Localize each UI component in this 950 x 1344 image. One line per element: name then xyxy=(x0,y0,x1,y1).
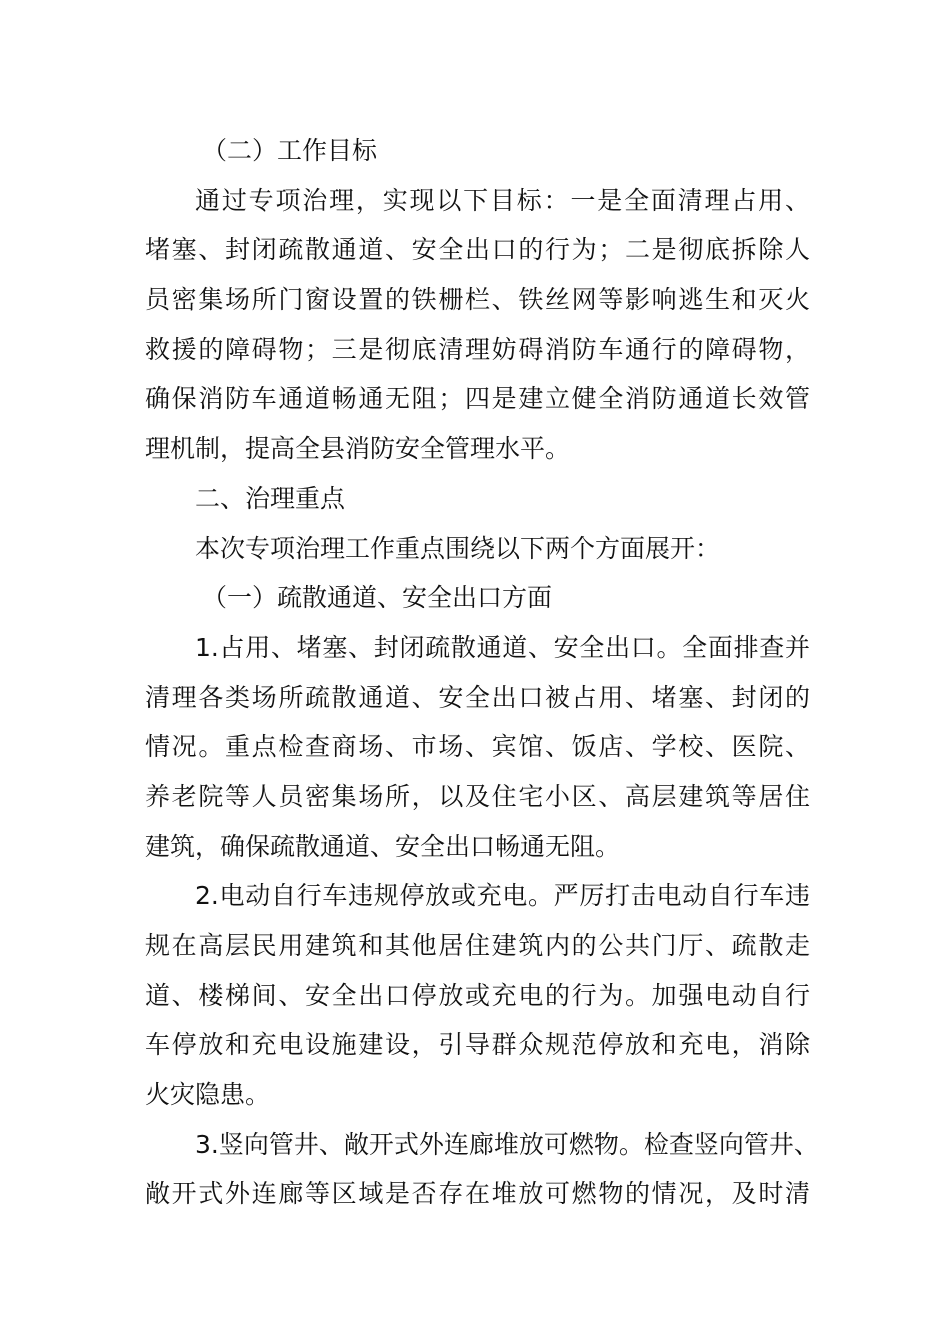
paragraph-line: 火灾隐患。 xyxy=(145,1080,271,1110)
paragraph-line: 堵塞、封闭疏散通道、安全出口的行为；二是彻底拆除人 xyxy=(145,235,810,265)
paragraph-line: 员密集场所门窗设置的铁栅栏、铁丝网等影响逃生和灭火 xyxy=(145,285,810,315)
paragraph-line: 3.竖向管井、敞开式外连廊堆放可燃物。检查竖向管井、 xyxy=(195,1129,819,1159)
paragraph-line: 车停放和充电设施建设，引导群众规范停放和充电，消除 xyxy=(145,1030,810,1060)
paragraph-line: 敞开式外连廊等区域是否存在堆放可燃物的情况，及时清 xyxy=(145,1179,810,1209)
paragraph-line: 理机制，提高全县消防安全管理水平。 xyxy=(145,434,571,464)
paragraph-line: 建筑，确保疏散通道、安全出口畅通无阻。 xyxy=(145,831,621,861)
paragraph-line: 通过专项治理，实现以下目标：一是全面清理占用、 xyxy=(195,185,810,215)
paragraph-line: 养老院等人员密集场所，以及住宅小区、高层建筑等居住 xyxy=(145,781,810,811)
paragraph-line: 情况。重点检查商场、市场、宾馆、饭店、学校、医院、 xyxy=(145,732,810,762)
paragraph-line: 清理各类场所疏散通道、安全出口被占用、堵塞、封闭的 xyxy=(145,682,810,712)
section-heading: （一）疏散通道、安全出口方面 xyxy=(202,583,553,613)
paragraph-line: 2.电动自行车违规停放或充电。严厉打击电动自行车违 xyxy=(195,881,810,911)
paragraph-line: 1.占用、堵塞、封闭疏散通道、安全出口。全面排查并 xyxy=(195,632,810,662)
paragraph-line: 确保消防车通道畅通无阻；四是建立健全消防通道长效管 xyxy=(145,384,810,414)
paragraph-line: 本次专项治理工作重点围绕以下两个方面展开： xyxy=(195,533,721,563)
paragraph-line: 救援的障碍物；三是彻底清理妨碍消防车通行的障碍物， xyxy=(145,334,810,364)
section-heading: （二）工作目标 xyxy=(202,136,378,165)
section-heading: 二、治理重点 xyxy=(195,483,346,513)
paragraph-line: 规在高层民用建筑和其他居住建筑内的公共门厅、疏散走 xyxy=(145,931,810,960)
paragraph-line: 道、楼梯间、安全出口停放或充电的行为。加强电动自行 xyxy=(145,980,810,1010)
document-body xyxy=(145,126,819,1219)
